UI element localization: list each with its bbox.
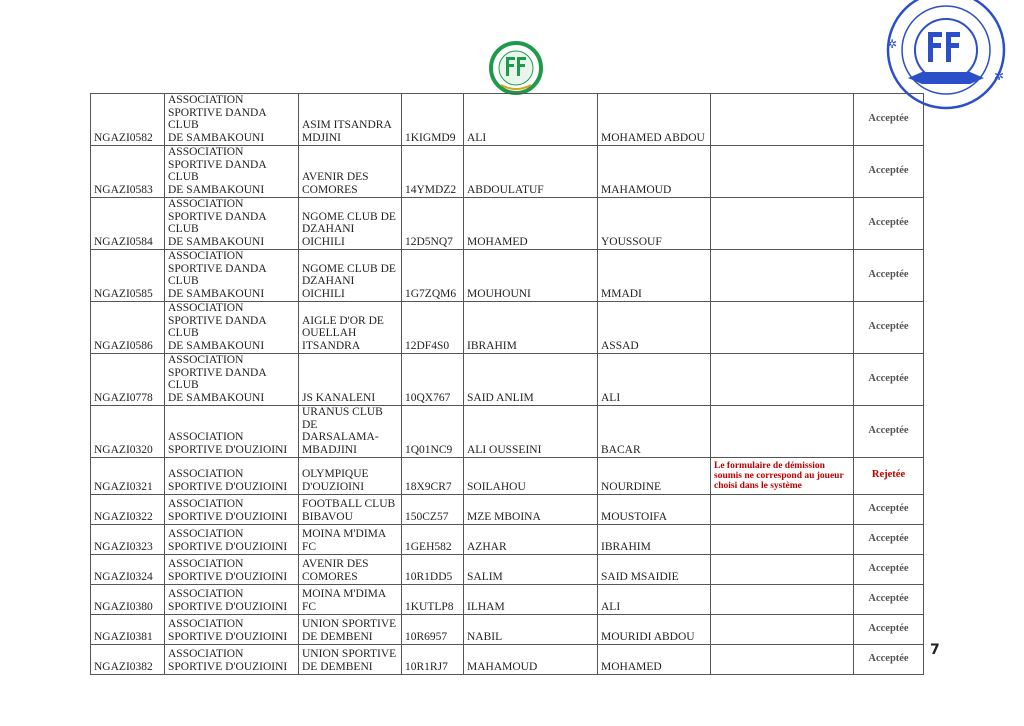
club-to: UNION SPORTIVE DE DEMBENI xyxy=(299,645,402,675)
transfer-table xyxy=(90,93,924,675)
club-to: ASIM ITSANDRA MDJINI xyxy=(299,94,402,146)
svg-text:✲: ✲ xyxy=(994,69,1005,83)
status-badge: Rejetée xyxy=(854,458,924,495)
svg-text:✲: ✲ xyxy=(887,37,898,51)
club-to: FOOTBALL CLUB BIBAVOU xyxy=(299,495,402,525)
player-code: NGAZI0324 xyxy=(91,555,165,585)
license-number: 10QX767 xyxy=(402,354,464,406)
player-code: NGAZI0321 xyxy=(91,458,165,495)
player-code: NGAZI0323 xyxy=(91,525,165,555)
rejection-reason xyxy=(711,198,854,250)
rejection-reason xyxy=(711,406,854,458)
license-number: 18X9CR7 xyxy=(402,458,464,495)
player-first-name: ILHAM xyxy=(464,585,598,615)
federation-logo-icon xyxy=(489,41,543,95)
club-to: AVENIR DES COMORES xyxy=(299,555,402,585)
player-code: NGAZI0322 xyxy=(91,495,165,525)
license-number: 12D5NQ7 xyxy=(402,198,464,250)
status-badge: Acceptée xyxy=(854,302,924,354)
license-number: 1KUTLP8 xyxy=(402,585,464,615)
club-from: ASSOCIATION SPORTIVE DANDA CLUB DE SAMBAKOUNI xyxy=(165,354,299,406)
status-badge: Acceptée xyxy=(854,198,924,250)
player-code: NGAZI0582 xyxy=(91,94,165,146)
table-row xyxy=(91,525,924,555)
rejection-reason xyxy=(711,615,854,645)
status-badge: Acceptée xyxy=(854,495,924,525)
player-code: NGAZI0380 xyxy=(91,585,165,615)
club-to: NGOME CLUB DE DZAHANI OICHILI xyxy=(299,198,402,250)
page-number: 7 xyxy=(930,642,940,658)
table-row xyxy=(91,458,924,495)
player-last-name: IBRAHIM xyxy=(598,525,711,555)
player-last-name: BACAR xyxy=(598,406,711,458)
club-from: ASSOCIATION SPORTIVE D'OUZIOINI xyxy=(165,645,299,675)
rejection-reason xyxy=(711,585,854,615)
status-badge: Acceptée xyxy=(854,406,924,458)
table-row xyxy=(91,250,924,302)
player-first-name: IBRAHIM xyxy=(464,302,598,354)
player-code: NGAZI0583 xyxy=(91,146,165,198)
player-last-name: MOHAMED ABDOU xyxy=(598,94,711,146)
player-first-name: SALIM xyxy=(464,555,598,585)
club-to: JS KANALENI xyxy=(299,354,402,406)
player-code: NGAZI0586 xyxy=(91,302,165,354)
player-last-name: MMADI xyxy=(598,250,711,302)
player-first-name: ABDOULATUF xyxy=(464,146,598,198)
player-first-name: SAID ANLIM xyxy=(464,354,598,406)
club-to: OLYMPIQUE D'OUZIOINI xyxy=(299,458,402,495)
status-badge: Acceptée xyxy=(854,555,924,585)
club-from: ASSOCIATION SPORTIVE D'OUZIOINI xyxy=(165,555,299,585)
license-number: 1GEH582 xyxy=(402,525,464,555)
license-number: 1KIGMD9 xyxy=(402,94,464,146)
club-to: UNION SPORTIVE DE DEMBENI xyxy=(299,615,402,645)
status-badge: Acceptée xyxy=(854,525,924,555)
rejection-reason xyxy=(711,495,854,525)
license-number: 10R6957 xyxy=(402,615,464,645)
club-from: ASSOCIATION SPORTIVE DANDA CLUB DE SAMBAKOUNI xyxy=(165,198,299,250)
player-last-name: MOUSTOIFA xyxy=(598,495,711,525)
table-row xyxy=(91,585,924,615)
player-last-name: MAHAMOUD xyxy=(598,146,711,198)
player-last-name: MOHAMED xyxy=(598,645,711,675)
rejection-reason xyxy=(711,302,854,354)
license-number: 14YMDZ2 xyxy=(402,146,464,198)
club-from: ASSOCIATION SPORTIVE DANDA CLUB DE SAMBAKOUNI xyxy=(165,94,299,146)
table-row xyxy=(91,645,924,675)
club-from: ASSOCIATION SPORTIVE D'OUZIOINI xyxy=(165,458,299,495)
table-row xyxy=(91,146,924,198)
player-code: NGAZI0584 xyxy=(91,198,165,250)
rejection-reason xyxy=(711,250,854,302)
status-badge: Acceptée xyxy=(854,354,924,406)
club-from: ASSOCIATION SPORTIVE D'OUZIOINI xyxy=(165,495,299,525)
player-code: NGAZI0320 xyxy=(91,406,165,458)
table-row xyxy=(91,302,924,354)
player-first-name: MOHAMED xyxy=(464,198,598,250)
status-badge: Acceptée xyxy=(854,645,924,675)
table-row xyxy=(91,198,924,250)
club-to: AVENIR DES COMORES xyxy=(299,146,402,198)
player-first-name: NABIL xyxy=(464,615,598,645)
player-code: NGAZI0585 xyxy=(91,250,165,302)
table-row xyxy=(91,406,924,458)
license-number: 10R1DD5 xyxy=(402,555,464,585)
license-number: 1G7ZQM6 xyxy=(402,250,464,302)
club-from: ASSOCIATION SPORTIVE DANDA CLUB DE SAMBAKOUNI xyxy=(165,250,299,302)
status-badge: Acceptée xyxy=(854,250,924,302)
club-to: URANUS CLUB DE DARSALAMA- MBADJINI xyxy=(299,406,402,458)
table-row xyxy=(91,495,924,525)
status-badge: Acceptée xyxy=(854,146,924,198)
table-row xyxy=(91,615,924,645)
rejection-reason xyxy=(711,94,854,146)
rejection-reason: Le formulaire de démission soumis ne correspond au joueur choisi dans le système xyxy=(711,458,854,495)
player-first-name: MZE MBOINA xyxy=(464,495,598,525)
rejection-reason xyxy=(711,525,854,555)
player-last-name: MOURIDI ABDOU xyxy=(598,615,711,645)
club-to: MOINA M'DIMA FC xyxy=(299,525,402,555)
rejection-reason xyxy=(711,555,854,585)
club-from: ASSOCIATION SPORTIVE D'OUZIOINI xyxy=(165,406,299,458)
player-first-name: ALI OUSSEINI xyxy=(464,406,598,458)
club-to: NGOME CLUB DE DZAHANI OICHILI xyxy=(299,250,402,302)
license-number: 150CZ57 xyxy=(402,495,464,525)
player-code: NGAZI0382 xyxy=(91,645,165,675)
status-badge: Acceptée xyxy=(854,615,924,645)
player-last-name: SAID MSAIDIE xyxy=(598,555,711,585)
player-last-name: YOUSSOUF xyxy=(598,198,711,250)
player-first-name: MAHAMOUD xyxy=(464,645,598,675)
license-number: 12DF4S0 xyxy=(402,302,464,354)
table-row xyxy=(91,555,924,585)
player-last-name: ALI xyxy=(598,585,711,615)
table-row xyxy=(91,354,924,406)
table-row xyxy=(91,94,924,146)
player-code: NGAZI0778 xyxy=(91,354,165,406)
status-badge: Acceptée xyxy=(854,585,924,615)
rejection-reason xyxy=(711,645,854,675)
player-last-name: ALI xyxy=(598,354,711,406)
player-last-name: NOURDINE xyxy=(598,458,711,495)
player-first-name: SOILAHOU xyxy=(464,458,598,495)
player-code: NGAZI0381 xyxy=(91,615,165,645)
status-badge: Acceptée xyxy=(854,94,924,146)
club-to: MOINA M'DIMA FC xyxy=(299,585,402,615)
player-first-name: ALI xyxy=(464,94,598,146)
license-number: 10R1RJ7 xyxy=(402,645,464,675)
rejection-reason xyxy=(711,146,854,198)
club-from: ASSOCIATION SPORTIVE D'OUZIOINI xyxy=(165,615,299,645)
club-from: ASSOCIATION SPORTIVE D'OUZIOINI xyxy=(165,585,299,615)
club-from: ASSOCIATION SPORTIVE D'OUZIOINI xyxy=(165,525,299,555)
player-last-name: ASSAD xyxy=(598,302,711,354)
rejection-reason xyxy=(711,354,854,406)
club-from: ASSOCIATION SPORTIVE DANDA CLUB DE SAMBAKOUNI xyxy=(165,302,299,354)
license-number: 1Q01NC9 xyxy=(402,406,464,458)
club-from: ASSOCIATION SPORTIVE DANDA CLUB DE SAMBAKOUNI xyxy=(165,146,299,198)
player-first-name: AZHAR xyxy=(464,525,598,555)
player-first-name: MOUHOUNI xyxy=(464,250,598,302)
club-to: AIGLE D'OR DE OUELLAH ITSANDRA xyxy=(299,302,402,354)
